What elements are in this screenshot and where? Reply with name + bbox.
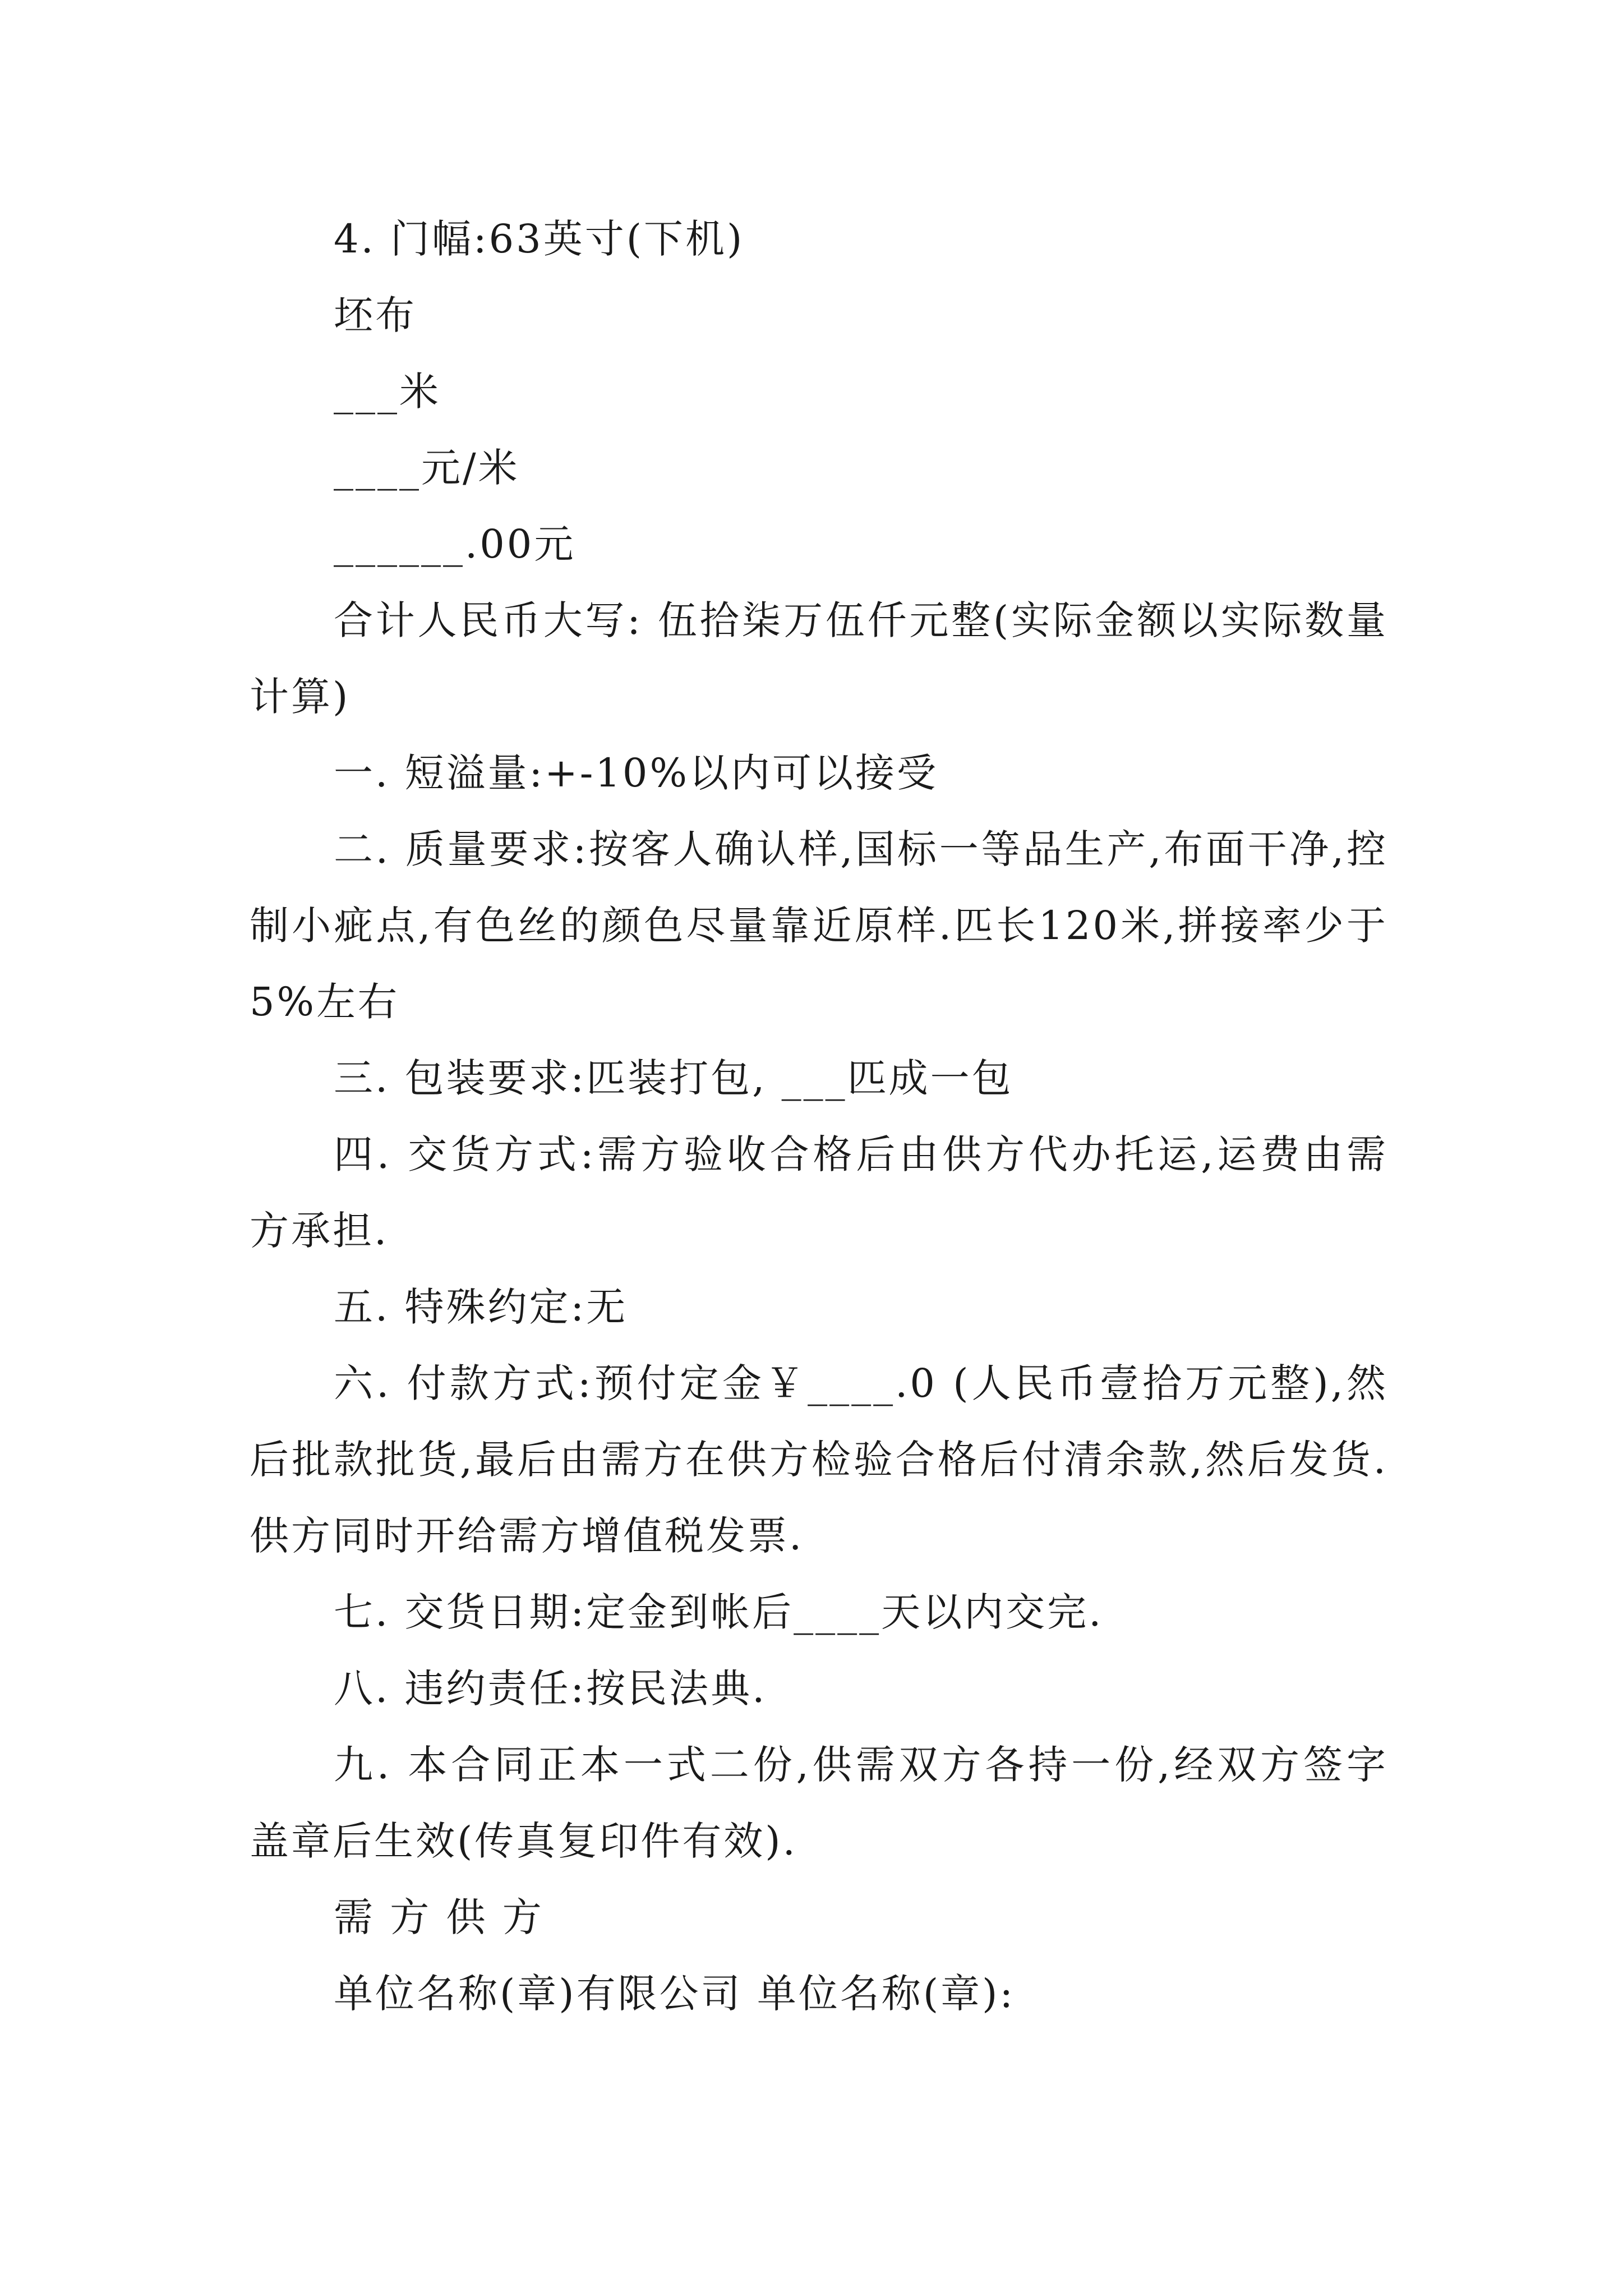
clause-payment-method: 六. 付款方式:预付定金￥____.0 (人民币壹拾万元整),然后批款批货,最后由需方在供方检验合格后付清余款,然后发货.供方同时开给需方增值税发票. bbox=[250, 1360, 1388, 1559]
clause-breach-liability: 八. 违约责任:按民法典. bbox=[334, 1665, 767, 1711]
clause-contract-copies: 九. 本合同正本一式二份,供需双方各持一份,经双方签字盖章后生效(传真复印件有效). bbox=[250, 1742, 1388, 1864]
clause-quality-requirements: 二. 质量要求:按客人确认样,国标一等品生产,布面干净,控制小疵点,有色丝的颜色尽量靠近原样.匹长120米,拼接率少于5%左右 bbox=[250, 826, 1388, 1025]
clause-special-agreement: 五. 特殊约定:无 bbox=[334, 1284, 628, 1330]
unit-price-blank-line: ____元/米 bbox=[334, 445, 520, 491]
parties-heading: 需 方 供 方 bbox=[334, 1894, 544, 1940]
unit-name-line: 单位名称(章)有限公司 单位名称(章): bbox=[334, 1971, 1016, 2017]
meters-blank-line: ___米 bbox=[334, 369, 441, 415]
grey-cloth-line: 坯布 bbox=[334, 292, 417, 338]
clause-overflow-tolerance: 一. 短溢量:+-10%以内可以接受 bbox=[334, 750, 938, 796]
contract-body bbox=[250, 201, 1388, 2032]
clause-delivery-date: 七. 交货日期:定金到帐后____天以内交完. bbox=[334, 1589, 1104, 1635]
door-width-line: 4. 门幅:63英寸(下机) bbox=[334, 216, 745, 262]
total-amount-paragraph: 合计人民币大写: 伍拾柒万伍仟元整(实际金额以实际数量计算) bbox=[250, 597, 1388, 720]
clause-delivery-method: 四. 交货方式:需方验收合格后由供方代办托运,运费由需方承担. bbox=[250, 1131, 1388, 1254]
clause-packaging: 三. 包装要求:匹装打包, ___匹成一包 bbox=[334, 1055, 1013, 1101]
amount-blank-line: ______.00元 bbox=[334, 521, 576, 567]
